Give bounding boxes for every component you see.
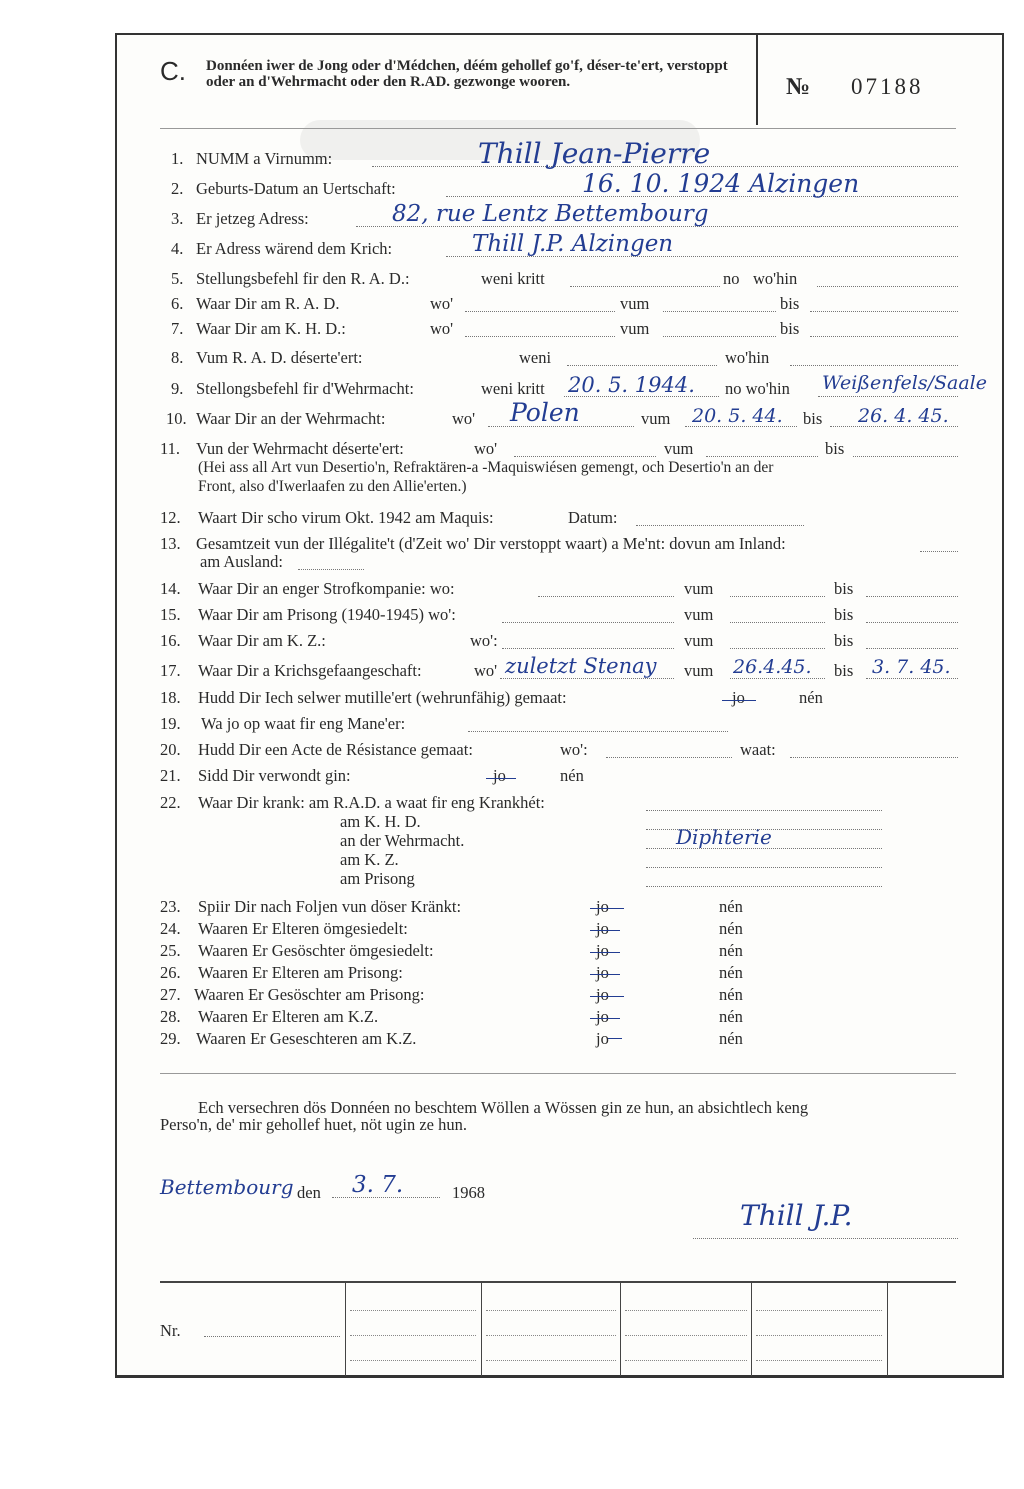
row-number: 29. xyxy=(160,1029,181,1048)
cell-line xyxy=(625,1335,747,1336)
jo-option: jo xyxy=(596,897,609,916)
mutilation-manner-label: Wa jo op waat fir eng Mane'er: xyxy=(201,714,406,733)
section-rule xyxy=(160,1073,956,1074)
row-number: 24. xyxy=(160,919,181,938)
cell-line xyxy=(350,1335,476,1336)
field-line xyxy=(502,648,674,649)
row-number: 25. xyxy=(160,941,181,960)
siblings-kz-label: Waaren Er Geseschteren am K.Z. xyxy=(196,1029,417,1048)
jo-strikethrough xyxy=(590,996,624,997)
field-line xyxy=(663,311,776,312)
table-divider xyxy=(751,1283,752,1376)
illness-wehrmacht: an der Wehrmacht. xyxy=(340,831,465,850)
table-divider xyxy=(481,1283,482,1376)
kz-label: Waar Dir am K. Z.: xyxy=(198,631,326,650)
pow-from-value: 26.4.45. xyxy=(733,656,812,678)
row-number: 3. xyxy=(171,209,184,228)
declaration-line2: Perso'n, de' mir gehollef huet, nöt ugin ze hun. xyxy=(160,1115,468,1134)
row-number: 17. xyxy=(160,661,181,680)
cell-line xyxy=(350,1360,476,1361)
field-line xyxy=(730,648,825,649)
field-line xyxy=(866,678,958,679)
siblings-resettled-label: Waaren Er Gesöschter ömgesiedelt: xyxy=(198,941,434,960)
rad-order-where: wo'hin xyxy=(753,269,798,288)
signature-year: 1968 xyxy=(452,1183,485,1202)
cell-line xyxy=(486,1360,616,1361)
rad-order-when: weni kritt xyxy=(481,269,545,288)
field-line xyxy=(570,286,720,287)
cell-line xyxy=(350,1310,476,1311)
no-wohin-label: no wo'hin xyxy=(725,379,790,398)
field-line xyxy=(538,596,674,597)
jo-option: jo xyxy=(596,919,609,938)
wohin-label: wo'hin xyxy=(725,348,770,367)
field-line xyxy=(502,622,674,623)
header-divider xyxy=(756,35,758,125)
vum-label: vum xyxy=(641,409,671,428)
table-divider xyxy=(887,1283,888,1376)
field-line xyxy=(514,456,656,457)
row-number: 15. xyxy=(160,605,181,624)
vum-label: vum xyxy=(620,319,650,338)
nen-option: nén xyxy=(719,985,743,1004)
weni-label: weni xyxy=(519,348,552,367)
abroad-label: am Ausland: xyxy=(200,552,283,571)
field-line xyxy=(636,525,804,526)
order-date-value: 20. 5. 1944. xyxy=(568,373,695,397)
field-line xyxy=(790,757,958,758)
jo-strikethrough xyxy=(590,952,620,953)
row-number: 6. xyxy=(171,294,184,313)
table-divider xyxy=(620,1283,621,1376)
footer-table-top xyxy=(160,1281,956,1283)
header-rule xyxy=(160,128,956,129)
birth-value: 16. 10. 1924 Alzingen xyxy=(582,169,860,198)
table-divider xyxy=(345,1283,346,1376)
field-line xyxy=(465,311,615,312)
jo-strikethrough xyxy=(608,1038,622,1039)
siblings-prison-label: Waaren Er Gesöschter am Prisong: xyxy=(194,985,425,1004)
row-number: 21. xyxy=(160,766,181,785)
jo-strikethrough xyxy=(590,908,624,909)
vum-label: vum xyxy=(664,439,694,458)
row-number: 5. xyxy=(171,269,184,288)
row-number: 11. xyxy=(160,439,181,458)
field-line xyxy=(730,678,825,679)
vum-label: vum xyxy=(684,579,714,598)
vum-label: vum xyxy=(620,294,650,313)
field-line xyxy=(730,596,825,597)
field-line xyxy=(606,757,732,758)
wounded-label: Sidd Dir verwondt gin: xyxy=(198,766,351,785)
address-label: Er jetzeg Adress: xyxy=(196,209,309,228)
illness-khd: am K. H. D. xyxy=(340,812,421,831)
bis-label: bis xyxy=(834,661,854,680)
jo-option: jo xyxy=(596,985,609,1004)
row-number: 28. xyxy=(160,1007,181,1026)
nen-option: nén xyxy=(719,1007,743,1026)
field-line xyxy=(663,336,776,337)
wo-label: wo': xyxy=(560,740,588,759)
rad-desert-label: Vum R. A. D. déserte'ert: xyxy=(196,348,363,367)
bis-label: bis xyxy=(780,294,800,313)
bis-label: bis xyxy=(803,409,823,428)
parents-kz-label: Waaren Er Elteren am K.Z. xyxy=(198,1007,379,1026)
nen-option: nén xyxy=(719,919,743,938)
jo-option: jo xyxy=(596,941,609,960)
field-line xyxy=(730,622,825,623)
jo-strikethrough xyxy=(590,974,620,975)
field-line xyxy=(920,551,958,552)
field-line xyxy=(866,596,958,597)
field-line xyxy=(853,456,958,457)
signature-place-value: Bettembourg xyxy=(160,1175,294,1199)
field-line xyxy=(818,396,958,397)
wo-label: wo' xyxy=(452,409,476,428)
illness-value: Diphterie xyxy=(676,825,772,849)
field-line xyxy=(810,311,958,312)
field-line xyxy=(646,867,882,868)
nen-option: nén xyxy=(719,897,743,916)
wo-label: wo' xyxy=(474,439,498,458)
row-number: 1. xyxy=(171,149,184,168)
pow-label: Waar Dir a Krichsgefaangeschaft: xyxy=(198,661,422,680)
wehrmacht-label: Waar Dir an der Wehrmacht: xyxy=(196,409,386,428)
field-line xyxy=(567,365,717,366)
row-number: 19. xyxy=(160,714,181,733)
row-number: 12. xyxy=(160,508,181,527)
form-title: Donnéen iwer de Jong oder d'Médchen, déém gehollef go'f, déser-te'ert, verstoppt oder an d'Wehrmacht oder den R.AD. gezwonge wooren. xyxy=(206,58,728,90)
maquis-label: Waart Dir scho virum Okt. 1942 am Maquis: xyxy=(198,508,494,527)
illness-label: Waar Dir krank: am R.A.D. a waat fir eng Krankhét: xyxy=(198,793,545,812)
order-place-value: Weißenfels/Saale xyxy=(822,372,987,394)
number-sign: № xyxy=(786,74,811,100)
row-number: 7. xyxy=(171,319,184,338)
bis-label: bis xyxy=(834,579,854,598)
name-label: NUMM a Virnumm: xyxy=(196,149,333,168)
cell-line xyxy=(756,1360,882,1361)
parents-prison-label: Waaren Er Elteren am Prisong: xyxy=(198,963,403,982)
penal-company-label: Waar Dir an enger Strofkompanie: wo: xyxy=(198,579,455,598)
wo-label: wo' xyxy=(474,661,498,680)
parents-resettled-label: Waaren Er Elteren ömgesiedelt: xyxy=(198,919,408,938)
signature-line xyxy=(693,1238,958,1239)
jo-option: jo xyxy=(596,1007,609,1026)
row-number: 20. xyxy=(160,740,181,759)
jo-option: jo xyxy=(493,766,506,785)
nen-option: nén xyxy=(719,963,743,982)
wehrmacht-from-value: 20. 5. 44. xyxy=(692,405,783,427)
field-line xyxy=(810,336,958,337)
nen-option: nén xyxy=(560,766,584,785)
self-mutilation-label: Hudd Dir Iech selwer mutille'ert (wehrunfähig) gemaat: xyxy=(198,688,567,707)
jo-strikethrough xyxy=(590,1018,620,1019)
cell-line xyxy=(486,1335,616,1336)
wehrmacht-order-label: Stellongsbefehl fir d'Wehrmacht: xyxy=(196,379,414,398)
den-label: den xyxy=(297,1183,321,1202)
row-number: 22. xyxy=(160,793,181,812)
pow-to-value: 3. 7. 45. xyxy=(872,656,951,678)
pow-place-value: zuletzt Stenay xyxy=(505,654,657,678)
row-number: 23. xyxy=(160,897,181,916)
bis-label: bis xyxy=(834,631,854,650)
nr-label: Nr. xyxy=(160,1321,181,1340)
rad-label: Waar Dir am R. A. D. xyxy=(196,294,340,313)
vum-label: vum xyxy=(684,605,714,624)
field-line xyxy=(866,622,958,623)
war-address-label: Er Adress wärend dem Krich: xyxy=(196,239,393,258)
birth-label: Geburts-Datum an Uertschaft: xyxy=(196,179,396,198)
row-number: 10. xyxy=(166,409,187,428)
waat-label: waat: xyxy=(740,740,776,759)
cell-line xyxy=(756,1310,882,1311)
row-number: 16. xyxy=(160,631,181,650)
resistance-label: Hudd Dir een Acte de Résistance gemaat: xyxy=(198,740,473,759)
field-line xyxy=(706,456,818,457)
jo-strikethrough xyxy=(590,930,620,931)
field-line xyxy=(866,648,958,649)
field-line xyxy=(204,1336,340,1337)
row-number: 27. xyxy=(160,985,181,1004)
khd-label: Waar Dir am K. H. D.: xyxy=(196,319,346,338)
bis-label: bis xyxy=(825,439,845,458)
address-value: 82, rue Lentz Bettembourg xyxy=(392,201,709,227)
illness-consequences-label: Spiir Dir nach Foljen vun döser Kränkt: xyxy=(198,897,462,916)
row-number: 13. xyxy=(160,534,181,553)
prison-label: Waar Dir am Prisong (1940-1945) wo': xyxy=(198,605,456,624)
nen-option: nén xyxy=(799,688,823,707)
section-letter: C. xyxy=(160,56,186,86)
signature-date-value: 3. 7. xyxy=(352,1172,404,1198)
declaration-line1: Ech versechren dös Donnéen no beschtem Wöllen a Wössen gin ze hun, an absichtlech keng xyxy=(198,1098,809,1117)
field-line xyxy=(468,731,728,732)
wo-label: wo': xyxy=(470,631,498,650)
weni-label: weni kritt xyxy=(481,379,545,398)
desertion-note-line2: Front, also d'Iwerlaafen zu den Allie'erten.) xyxy=(198,478,467,495)
bis-label: bis xyxy=(780,319,800,338)
wehrmacht-desert-label: Vun der Wehrmacht déserte'ert: xyxy=(196,439,404,458)
desertion-note-line1: (Hei ass all Art vun Desertio'n, Refraktären-a -Maquiswiésen gemengt, och Desertio'n an der xyxy=(198,459,774,476)
cell-line xyxy=(625,1360,747,1361)
illness-prison: am Prisong xyxy=(340,869,415,888)
field-line xyxy=(465,336,615,337)
row-number: 9. xyxy=(171,379,184,398)
illegality-label: Gesamtzeit vun der Illégalite't (d'Zeit wo' Dir verstoppt waart) a Me'nt: dovun am Inland: xyxy=(196,534,786,553)
illness-kz: am K. Z. xyxy=(340,850,399,869)
war-address-value: Thill J.P. Alzingen xyxy=(472,231,674,257)
wehrmacht-to-value: 26. 4. 45. xyxy=(858,405,949,427)
jo-strikethrough xyxy=(486,778,516,779)
datum-label: Datum: xyxy=(568,508,618,527)
field-line xyxy=(646,886,882,887)
wehrmacht-place-value: Polen xyxy=(510,398,580,427)
vum-label: vum xyxy=(684,661,714,680)
wo-label: wo' xyxy=(430,319,454,338)
cell-line xyxy=(486,1310,616,1311)
rad-order-label: Stellungsbefehl fir den R. A. D.: xyxy=(196,269,410,288)
row-number: 26. xyxy=(160,963,181,982)
cell-line xyxy=(756,1335,882,1336)
cell-line xyxy=(625,1310,747,1311)
row-number: 4. xyxy=(171,239,184,258)
field-line xyxy=(646,810,882,811)
field-line xyxy=(817,286,958,287)
vum-label: vum xyxy=(684,631,714,650)
jo-option: jo xyxy=(732,688,745,707)
rad-order-no: no xyxy=(723,269,740,288)
row-number: 8. xyxy=(171,348,184,367)
jo-option: jo xyxy=(596,963,609,982)
row-number: 18. xyxy=(160,688,181,707)
form-number: 07188 xyxy=(851,74,924,99)
field-line xyxy=(298,569,364,570)
field-line xyxy=(790,365,958,366)
jo-option: jo xyxy=(596,1029,609,1048)
signature-value: Thill J.P. xyxy=(740,1199,853,1232)
nen-option: nén xyxy=(719,941,743,960)
row-number: 14. xyxy=(160,579,181,598)
nen-option: nén xyxy=(719,1029,743,1048)
row-number: 2. xyxy=(171,179,184,198)
bis-label: bis xyxy=(834,605,854,624)
name-value: Thill Jean-Pierre xyxy=(478,137,711,170)
field-line xyxy=(500,678,674,679)
jo-strikethrough xyxy=(722,700,756,701)
wo-label: wo' xyxy=(430,294,454,313)
